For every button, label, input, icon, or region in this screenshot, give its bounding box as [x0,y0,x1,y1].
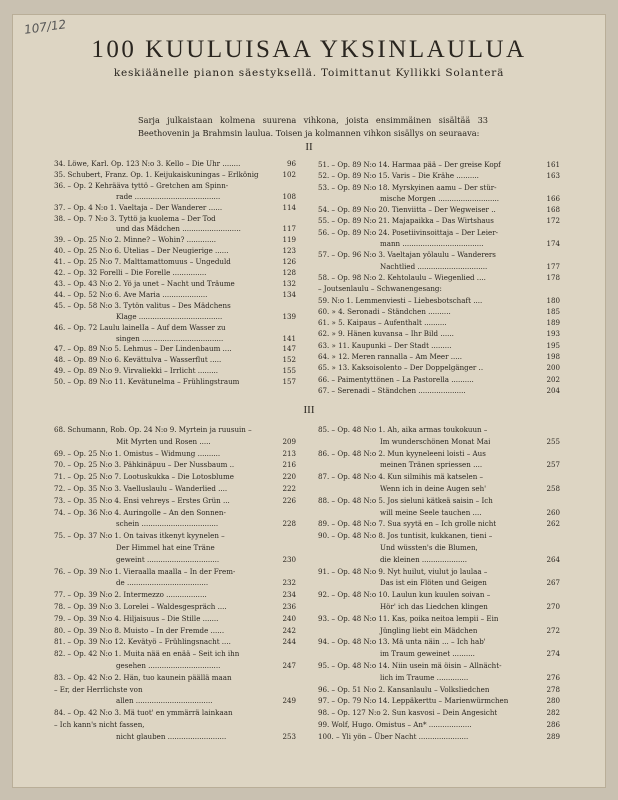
toc-entry [318,719,560,731]
toc-entry [318,272,560,283]
toc-entry-page: 228 [282,519,296,529]
toc-entry [54,601,296,613]
toc-entry-title: 53. – Op. 89 N:o 18. Myrskyinen aamu – Der stür- [318,182,497,192]
toc-entry-page: 204 [546,385,560,395]
toc-entry [54,214,296,225]
toc-entry-page: 102 [282,169,296,179]
toc-entry [54,695,296,707]
toc-entry-title: Mit Myrten und Rosen ..... [116,436,211,446]
toc-entry-page [557,495,560,507]
toc-entry-page: 168 [546,205,560,215]
toc-entry-page: 96 [286,159,296,168]
toc-entry-title: 80. – Op. 39 N:o 8. Muisto – In der Fremde ...... [54,625,225,635]
toc-entry-page: 174 [546,239,560,249]
toc-entry-page: 123 [282,246,296,256]
toc-entry-title: 91. – Op. 48 N:o 9. Nyt huilut, viulut jo laulaa – [318,566,488,576]
toc-entry-title: 86. – Op. 48 N:o 2. Mun kyyneleeni loisti – Aus [318,448,486,458]
toc-entry-page: 134 [282,289,296,299]
toc-entry-page [557,636,560,648]
handwritten-note: 107/12 [23,17,67,37]
toc-entry [318,672,560,684]
toc-entry [54,448,296,460]
page-title: 100 KUULUISAA YKSINLAULUA [91,36,527,63]
toc-entry-page [293,707,296,719]
toc-entry-title: 96. – Op. 51 N:o 2. Kansanlaulu – Volksliedchen [318,684,490,694]
toc-entry-page: 152 [282,355,296,365]
toc-entry-title: 79. – Op. 39 N:o 4. Hiljaisuus – Die Stille ....... [54,613,219,623]
toc-entry-title: 51. – Op. 89 N:o 14. Harmaa pää – Der greise Kopf [318,160,501,169]
toc-entry-title: singen .................................... [116,333,224,343]
toc-entry-title: Wenn ich in deine Augen seh' [380,483,487,493]
toc-entry-title: die kleinen .................... [380,554,467,564]
toc-entry-page: 172 [546,216,560,226]
toc-entry-page: 240 [282,613,296,623]
toc-entry [54,334,296,345]
toc-entry-title: 70. – Op. 25 N:o 3. Pähkinäpuu – Der Nussbaum .. [54,460,235,470]
toc-entry [54,707,296,719]
toc-entry-title: 56. – Op. 89 N:o 24. Posetiivinsoittaja – Der Leier- [318,227,499,237]
toc-entry-page: 200 [546,363,560,373]
toc-entry-title: de .................................... [116,578,209,588]
toc-entry-page: 213 [282,448,296,458]
toc-entry [54,301,296,312]
toc-entry [54,268,296,279]
toc-entry-page: 220 [282,472,296,482]
toc-entry-title: 54. – Op. 89 N:o 20. Tienviitta – Der Wegweiser .. [318,205,496,215]
toc-entry-page: 157 [282,377,296,387]
toc-entry [54,290,296,301]
toc-entry-title: 97. – Op. 79 N:o 14. Leppäkerttu – Marienwürmchen [318,696,509,706]
toc-entry-title: 44. – Op. 52 N:o 6. Ave Maria .................... [54,289,208,299]
toc-entry [318,374,560,385]
toc-entry [54,323,296,334]
toc-entry-title: allen .................................. [116,696,213,706]
toc-entry-title: Nachtlied ............................... [380,261,488,271]
section-ii-left-column [54,159,296,388]
toc-entry-title: Hör' ich das Liedchen klingen [380,601,488,611]
toc-entry [54,613,296,625]
toc-entry-page [293,424,296,436]
toc-entry-page [557,471,560,483]
section-iii-right-column [318,424,560,743]
toc-entry-title: Und wüssten's die Blumen, [380,542,478,552]
toc-entry [318,193,560,204]
toc-entry-title: 72. – Op. 35 N:o 3. Vaelluslaulu – Wanderlied .... [54,483,228,493]
toc-entry-page: 198 [546,352,560,362]
toc-entry-title: 88. – Op. 48 N:o 5. Jos sieluni kätkeä saisin – Ich [318,495,493,505]
toc-entry [54,257,296,268]
toc-entry [318,215,560,226]
toc-entry-page: 139 [282,311,296,321]
toc-entry-title: rade ...................................... [116,191,221,201]
toc-entry [318,204,560,215]
toc-entry [318,295,560,306]
toc-entry-title: 83. – Op. 42 N:o 2. Hän, tuo kaunein päällä maan [54,672,232,682]
toc-entry-title: 77. – Op. 39 N:o 2. Intermezzo .................. [54,590,207,600]
toc-entry-title: 76. – Op. 39 N:o 1. Vieraalla maalla – In der Frem- [54,566,236,576]
toc-entry-page: 216 [282,460,296,470]
toc-entry [318,238,560,249]
toc-entry [54,518,296,530]
toc-entry-page [557,542,560,554]
toc-entry-page: 114 [282,202,296,212]
toc-entry [54,589,296,601]
toc-entry [54,660,296,672]
toc-entry-page: 247 [282,660,296,670]
toc-entry-page [293,507,296,519]
toc-entry [318,542,560,554]
toc-entry-page [557,249,560,260]
toc-entry-title: 40. – Op. 25 N:o 6. Utelias – Der Neugierige ...... [54,246,229,256]
toc-entry-title: 57. – Op. 96 N:o 3. Vaeltajan yölaulu – Wanderers [318,250,496,260]
toc-entry-page: 161 [546,160,560,169]
toc-entry [318,340,560,351]
section-heading-ii: II [305,141,313,153]
toc-entry-page: 234 [282,590,296,600]
toc-entry [318,170,560,181]
toc-entry [54,672,296,684]
toc-entry-title: 49. – Op. 89 N:o 9. Virvaliekki – Irrlicht ......... [54,366,218,376]
toc-entry-page: 119 [282,235,296,245]
toc-entry-title: 45. – Op. 58 N:o 3. Tytön valitus – Des Mädchens [54,300,231,310]
toc-entry [318,159,560,170]
page-subtitle: keskiäänelle pianon säestyksellä. Toimittanut Kyllikki Solanterä [113,67,505,79]
toc-entry [54,625,296,637]
toc-entry-title: 58. – Op. 98 N:o 2. Kehtolaulu – Wiegenlied .... [318,272,486,282]
toc-entry [318,227,560,238]
toc-entry-title: 34. Löwe, Karl. Op. 123 N:o 3. Kello – Die Uhr ........ [54,159,241,168]
toc-entry-title: 90. – Op. 48 N:o 8. Jos tuntisit, kukkanen, tieni – [318,531,493,541]
toc-entry [318,577,560,589]
toc-entry [318,625,560,637]
toc-entry [318,249,560,260]
toc-entry-page [557,283,560,294]
toc-entry [318,636,560,648]
toc-entry [54,577,296,589]
toc-entry-page [557,660,560,672]
toc-entry-page [293,181,296,192]
toc-entry [318,351,560,362]
toc-entry-page: 226 [282,495,296,505]
toc-entry-title: 65. » 13. Kaksoisolento – Der Doppelgänger .. [318,363,484,373]
intro-paragraph: Sarja julkaistaan kolmena suurena vihkona, joista ensimmäinen sisältää 33 Beethovenin ja Brahmsin laulua. Toisen ja kolmannen vihkon sisällys on seuraava: [138,115,488,138]
toc-entry-page: 236 [282,601,296,611]
toc-entry-page: 155 [282,366,296,376]
toc-entry [54,684,296,696]
toc-entry-page [557,566,560,578]
toc-entry [54,542,296,554]
toc-entry [318,518,560,530]
toc-entry-page [557,227,560,238]
toc-entry-title: meinen Tränen spriessen .... [380,460,483,470]
toc-entry-page: 276 [546,672,560,682]
toc-entry-title: 95. – Op. 48 N:o 14. Niin usein mä öisin – Allnächt- [318,660,502,670]
toc-entry-page: 189 [546,318,560,328]
toc-entry [318,707,560,719]
toc-entry-page [557,182,560,193]
toc-entry-title: 50. – Op. 89 N:o 11. Kevätunelma – Frühlingstraum [54,377,240,387]
toc-entry-title: 84. – Op. 42 N:o 3. Mä tuot' en ymmärrä lainkaan [54,708,233,718]
toc-entry-title: gesehen ................................ [116,660,221,670]
toc-entry [318,471,560,483]
toc-entry [318,695,560,707]
toc-entry [54,312,296,323]
toc-entry [54,424,296,436]
toc-entry-title: lich im Traume .............. [380,672,469,682]
toc-entry-title: 82. – Op. 42 N:o 1. Muita nää en enää – Seit ich ihn [54,649,240,659]
toc-entry-page: 132 [282,278,296,288]
toc-entry-title: 41. – Op. 25 N:o 7. Malttamattomuus – Ungeduld [54,257,231,267]
toc-entry [318,731,560,743]
toc-entry-title: 98. – Op. 127 N:o 2. Sun kasvosi – Dein Angesicht [318,708,498,718]
toc-entry-title: nicht glauben .......................... [116,731,227,741]
toc-entry [54,246,296,257]
toc-entry-page: 244 [282,637,296,647]
toc-entry [318,448,560,460]
section-ii-right-column [318,159,560,396]
toc-entry-title: Im wunderschönen Monat Mai [380,436,491,446]
toc-entry-page: 108 [282,191,296,201]
toc-entry-page: 253 [282,731,296,741]
toc-entry-page: 117 [282,224,296,234]
toc-entry [318,283,560,294]
toc-entry-title: 43. – Op. 43 N:o 2. Yö ja unet – Nacht und Träume [54,278,235,288]
toc-entry-title: will meine Seele tauchen .... [380,507,482,517]
toc-entry [318,317,560,328]
toc-entry [54,436,296,448]
toc-entry-title: schein .................................. [116,519,219,529]
toc-entry [54,181,296,192]
toc-entry-title: 68. Schumann, Rob. Op. 24 N:o 9. Myrtein ja ruusuin – [54,425,252,434]
toc-entry-title: Der Himmel hat eine Träne [116,542,215,552]
toc-entry-title: 52. – Op. 89 N:o 15. Varis – Die Krähe .......... [318,171,479,181]
toc-entry [54,495,296,507]
toc-entry-page: 177 [546,261,560,271]
toc-entry [54,203,296,214]
toc-entry-title: 37. – Op. 4 N:o 1. Vaeltaja – Der Wanderer ...... [54,202,223,212]
toc-entry-page: 163 [546,171,560,181]
toc-entry-title: geweint ................................ [116,554,220,564]
toc-entry [318,385,560,396]
toc-entry-page [293,719,296,731]
toc-entry-title: 55. – Op. 89 N:o 21. Majapaikka – Das Wirtshaus [318,216,494,226]
toc-entry-page: 258 [546,483,560,493]
toc-entry [318,261,560,272]
toc-entry [54,554,296,566]
toc-entry-title: 94. – Op. 48 N:o 13. Mä unta näin ... – Ich hab' [318,637,486,647]
toc-entry [318,554,560,566]
toc-entry-title: 78. – Op. 39 N:o 3. Lorelei – Waldesgespräch .... [54,601,227,611]
toc-entry-page: 264 [546,554,560,564]
toc-entry [318,660,560,672]
section-heading-iii: III [303,404,315,416]
toc-entry [54,355,296,366]
toc-entry-page [557,448,560,460]
toc-entry-title: 100. – Yli yön – Über Nacht ...................... [318,731,469,741]
toc-entry [318,424,560,436]
toc-entry [318,362,560,373]
toc-entry [54,731,296,743]
toc-entry-title: 85. – Op. 48 N:o 1. Ah, aika armas toukokuun – [318,425,488,434]
toc-entry-page: 274 [546,649,560,659]
toc-entry-title: 89. – Op. 48 N:o 7. Sua syytä en – Ich grolle nicht [318,519,497,529]
toc-entry-title: 71. – Op. 25 N:o 7. Lootuskukka – Die Lotosblume [54,472,234,482]
toc-entry-title: – Er, der Herrlichste von [54,684,143,694]
toc-entry-page: 260 [546,507,560,517]
toc-entry-page: 147 [282,344,296,354]
toc-entry-page: 178 [546,272,560,282]
toc-entry [318,495,560,507]
toc-entry-title: 47. – Op. 89 N:o 5. Lehmus – Der Lindenbaum .... [54,344,232,354]
toc-entry-page [557,530,560,542]
toc-entry-page: 209 [282,436,296,446]
toc-entry-title: 74. – Op. 36 N:o 4. Auringolle – An den Sonnen- [54,507,226,517]
toc-entry-title: mische Morgen ........................... [380,193,500,203]
toc-entry-page: 272 [546,625,560,635]
toc-entry-title: 61. » 5. Kaipaus – Aufenthalt .......... [318,318,447,328]
toc-entry-title: 69. – Op. 25 N:o 1. Omistus – Widmung .......... [54,448,221,458]
toc-entry-title: – Joutsenlaulu – Schwanengesang: [318,284,442,294]
toc-entry-title: mann .................................... [380,239,484,249]
toc-entry-page: 282 [546,708,560,718]
toc-entry-page: 230 [282,554,296,564]
toc-entry-page: 278 [546,684,560,694]
toc-entry-title: Das ist ein Flöten und Geigen [380,578,487,588]
toc-entry-page [293,672,296,684]
toc-entry [54,170,296,181]
toc-entry-page: 126 [282,257,296,267]
toc-entry-page [293,684,296,696]
toc-entry [318,306,560,317]
toc-entry-page: 242 [282,625,296,635]
toc-entry-page [557,613,560,625]
toc-entry [318,530,560,542]
toc-entry-page [293,530,296,542]
toc-entry-title: 42. – Op. 32 Forelli – Die Forelle ............... [54,268,207,278]
toc-entry-title: 67. – Serenadi – Ständchen ..................... [318,385,466,395]
toc-entry [54,459,296,471]
toc-entry-title: 66. – Paimentyttönen – La Pastorella .......... [318,374,474,384]
toc-entry-page: 128 [282,268,296,278]
toc-entry [318,483,560,495]
toc-entry-title: 35. Schubert, Franz. Op. 1. Keijukaiskuningas – Erlkönig [54,169,259,179]
toc-entry-page: 286 [546,719,560,729]
toc-entry-page [293,566,296,578]
toc-entry [318,613,560,625]
toc-entry-title: 87. – Op. 48 N:o 4. Kun silmihis mä katselen – [318,472,484,482]
toc-entry-title: 99. Wolf, Hugo. Omistus – An* ................... [318,719,472,729]
toc-entry-title: 38. – Op. 7 N:o 3. Tyttö ja kuolema – Der Tod [54,213,216,223]
toc-entry [54,366,296,377]
toc-entry-title: 63. » 11. Kaupunki – Der Stadt ......... [318,340,452,350]
toc-entry-page: 185 [546,306,560,316]
section-iii-left-column [54,424,296,743]
toc-entry-title: 46. – Op. 72 Laulu lainelIa – Auf dem Wasser zu [54,322,226,332]
toc-entry-page: 249 [282,696,296,706]
toc-entry-title: 39. – Op. 25 N:o 2. Minne? – Wohin? ............. [54,235,216,245]
toc-entry [54,530,296,542]
toc-entry [54,719,296,731]
toc-entry-title: 62. » 9. Hänen kuvansa – Ihr Bild ...... [318,329,454,339]
toc-entry [318,648,560,660]
toc-entry-title: Jüngling liebt ein Mädchen [380,625,478,635]
toc-entry [54,279,296,290]
toc-entry [54,377,296,388]
toc-entry [318,566,560,578]
toc-entry [54,636,296,648]
toc-entry [54,566,296,578]
toc-entry-title: Klage ..................................... [116,311,223,321]
toc-entry-page: 270 [546,601,560,611]
toc-entry-page [293,214,296,225]
toc-entry [318,459,560,471]
toc-entry-page: 195 [546,340,560,350]
toc-entry-title: 36. – Op. 2 Kehrääva tyttö – Gretchen am Spinn- [54,180,229,190]
toc-entry [54,235,296,246]
toc-entry-title: 92. – Op. 48 N:o 10. Laulun kun kuulen soivan – [318,590,491,600]
toc-entry [54,471,296,483]
toc-entry-title: – Ich kann's nicht fassen, [54,719,145,729]
toc-entry [318,182,560,193]
toc-entry-page: 222 [282,483,296,493]
toc-entry-page [293,542,296,554]
toc-entry [54,648,296,660]
toc-entry-page [293,323,296,334]
toc-entry-page: 257 [546,460,560,470]
toc-entry-page: 262 [546,519,560,529]
toc-entry-title: 73. – Op. 35 N:o 4. Ensi vehreys – Erstes Grün ... [54,495,230,505]
toc-entry [54,192,296,203]
toc-entry [318,436,560,448]
toc-entry-page: 255 [546,436,560,446]
toc-entry-page: 202 [546,374,560,384]
toc-entry [54,344,296,355]
toc-entry-page: 289 [546,731,560,741]
toc-entry-page [557,424,560,436]
toc-entry-page: 193 [546,329,560,339]
toc-entry-title: 59. N:o 1. Lemmenviesti – Liebesbotschaft .... [318,295,483,305]
toc-entry-title: 75. – Op. 37 N:o 1. On taivas itkenyt kyynelen – [54,531,225,541]
toc-entry-title: 64. » 12. Meren rannalla – Am Meer ..... [318,352,463,362]
toc-entry-page: 166 [546,193,560,203]
toc-entry-page [557,589,560,601]
toc-entry [318,684,560,696]
toc-entry [318,589,560,601]
toc-entry-title: 81. – Op. 39 N:o 12. Kevätyö – Frühlingsnacht .... [54,637,231,647]
toc-entry [318,507,560,519]
toc-entry [54,507,296,519]
toc-entry-page [293,301,296,312]
toc-entry-title: 48. – Op. 89 N:o 6. Kevättulva – Wasserflut ..... [54,355,222,365]
toc-entry [54,483,296,495]
toc-entry-page: 180 [546,295,560,305]
toc-entry-title: 93. – Op. 48 N:o 11. Kas, poika neitoa lempii – Ein [318,613,499,623]
toc-entry-page: 141 [282,333,296,343]
toc-entry-page: 280 [546,696,560,706]
toc-entry-page [293,648,296,660]
toc-entry-page: 267 [546,578,560,588]
toc-entry [318,601,560,613]
toc-entry-page: 232 [282,578,296,588]
toc-entry-title: 60. » 4. Seronadi – Ständchen .......... [318,306,451,316]
toc-entry [54,159,296,170]
toc-entry-title: und das Mädchen .......................... [116,224,241,234]
toc-entry [318,328,560,339]
toc-entry [54,224,296,235]
toc-entry-title: im Traum geweinet .......... [380,649,475,659]
